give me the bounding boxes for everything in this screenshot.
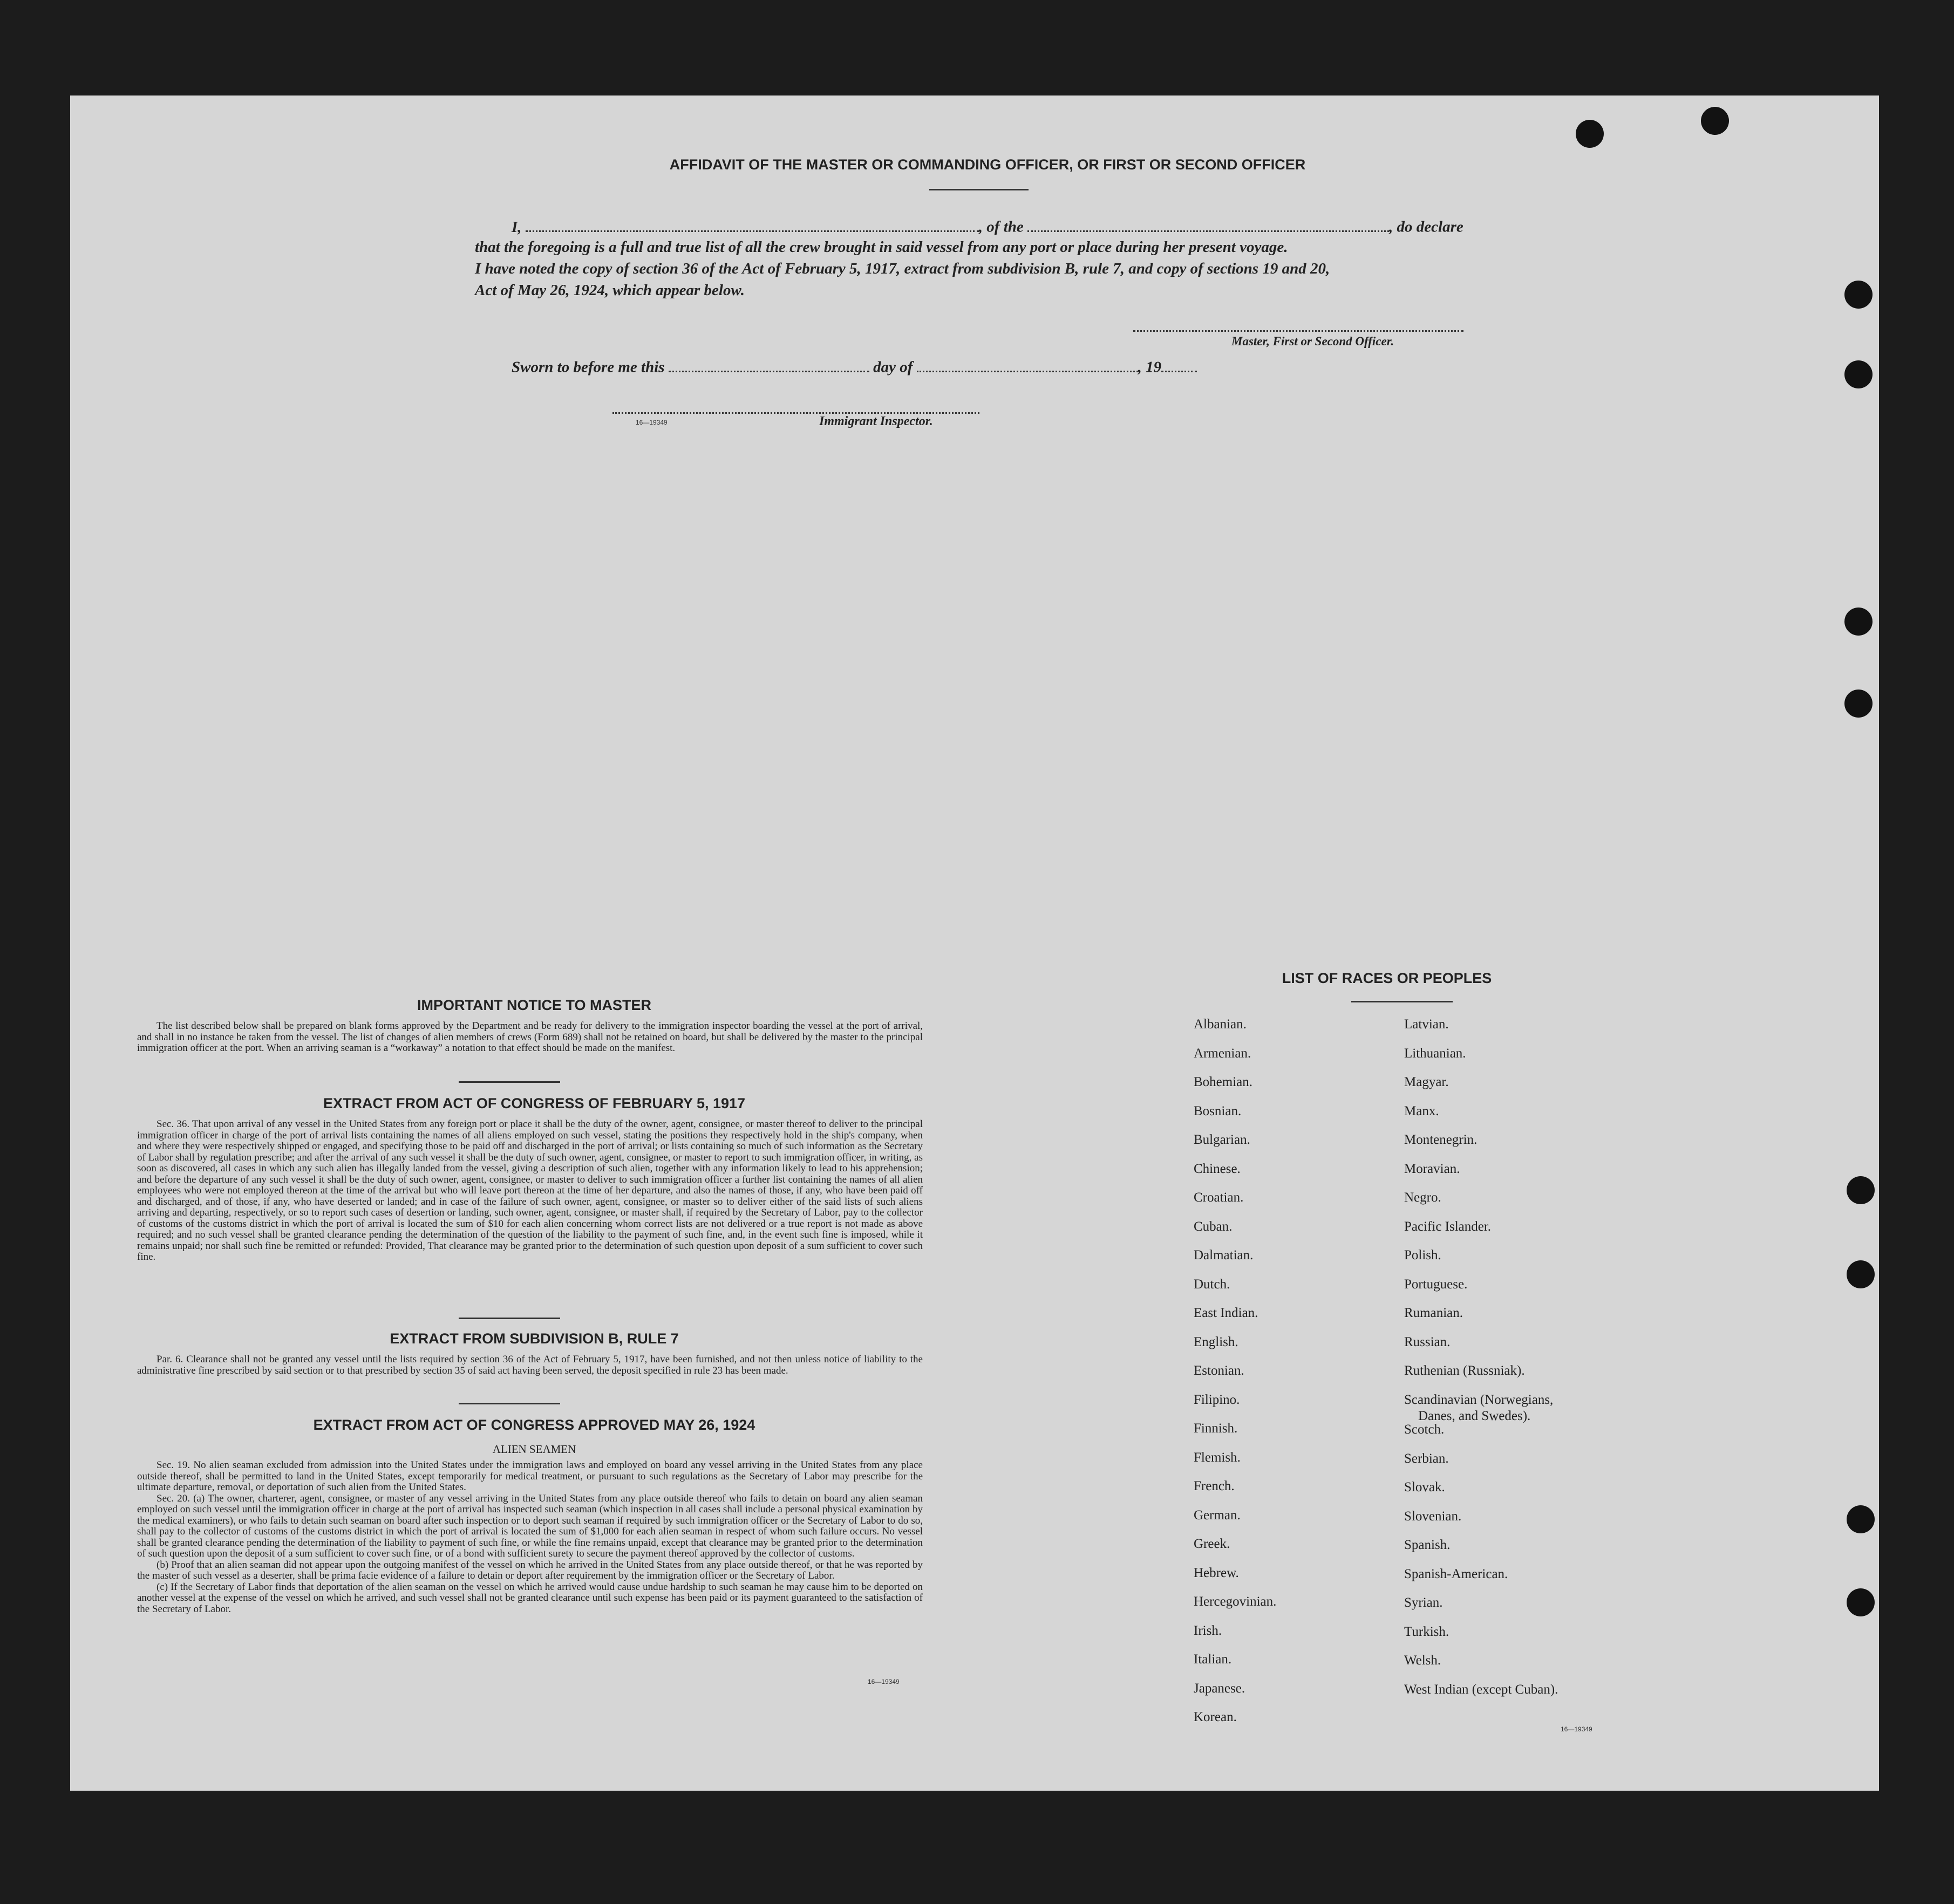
of-the-label: , of the (978, 218, 1024, 236)
sec-20b-paragraph: (b) Proof that an alien seaman did not appear upon the outgoing manifest of the vessel on which he arrived in the United States from any place outside thereof, or that he was reported by the master of such vessel as a deserter, shall be prima facie evidence of a failure to detain or deport after requirement by the immigration officer or the Secretary of Labor. (137, 1559, 923, 1581)
race-item: Polish. (1404, 1248, 1441, 1262)
extract-1924-title: EXTRACT FROM ACT OF CONGRESS APPROVED MAY 26, 1924 (313, 1417, 755, 1433)
race-item: Welsh. (1404, 1653, 1441, 1668)
sworn-label: Sworn to before me this (512, 358, 665, 376)
extract-1917-title: EXTRACT FROM ACT OF CONGRESS OF FEBRUARY 5, 1917 (323, 1095, 746, 1111)
race-item: Italian. (1194, 1652, 1232, 1667)
race-item: Irish. (1194, 1623, 1222, 1638)
race-item: Slovenian. (1404, 1509, 1462, 1524)
race-item: Japanese. (1194, 1681, 1245, 1696)
race-item: Flemish. (1194, 1450, 1241, 1465)
race-item: Armenian. (1194, 1046, 1251, 1061)
inspector-label: Immigrant Inspector. (819, 414, 933, 428)
race-item: Chinese. (1194, 1161, 1241, 1176)
declarant-label: I, (512, 218, 522, 236)
year-prefix: , 19 (1138, 358, 1162, 376)
notice-title: IMPORTANT NOTICE TO MASTER (417, 997, 651, 1013)
race-item: Estonian. (1194, 1363, 1244, 1378)
race-item: French. (1194, 1479, 1235, 1493)
form-number: 16—19349 (636, 419, 668, 426)
race-item: Pacific Islander. (1404, 1219, 1492, 1234)
race-item: Danes, and Swedes). (1418, 1408, 1531, 1423)
sec-20a-paragraph: Sec. 20. (a) The owner, charterer, agent, consignee, or master of any vessel arriving in the United States from any place outside thereof who fails to detain on board any alien seaman employed on such vessel until the immigration officer in charge at the port of arrival has inspected such seaman (which inspection in all cases shall include a personal physical examination by the medical examiners), or who fails to detain such seaman on board after such inspection or to deport such seaman if required by such immigration officer or the Secretary of Labor to do so, shall pay to the collector of customs of the customs district in which the port of arrival is located the sum of $1,000 for each alien seaman in respect of whom such failure occurs. No vessel shall be granted clearance pending the determination of the liability to payment of such fine, or while the fine remains unpaid, except that clearance may be granted prior to the determination of such question upon the deposit of a sum sufficient to cover such fine, or of a bond with sufficient surety to secure the payment thereof approved by the collector of customs. (137, 1492, 923, 1559)
affidavit-line2: that the foregoing is a full and true list of all the crew brought in said vessel from any port or place during her present voyage. (475, 238, 1288, 256)
race-item: Bulgarian. (1194, 1132, 1250, 1147)
race-item: Magyar. (1404, 1075, 1449, 1089)
affidavit-title: AFFIDAVIT OF THE MASTER OR COMMANDING OFFICER, OR FIRST OR SECOND OFFICER (669, 156, 1306, 173)
race-item: East Indian. (1194, 1306, 1258, 1320)
race-item: Scandinavian (Norwegians, (1404, 1392, 1554, 1407)
race-item: Manx. (1404, 1103, 1439, 1118)
race-item: German. (1194, 1507, 1241, 1523)
race-item: Serbian. (1404, 1451, 1449, 1466)
form-number: 16—19349 (868, 1678, 900, 1685)
race-item: Croatian. (1194, 1190, 1244, 1205)
race-item: Portuguese. (1404, 1277, 1468, 1292)
race-item: Ruthenian (Russniak). (1404, 1363, 1525, 1378)
race-item: Albanian. (1194, 1017, 1247, 1032)
sec-36-paragraph: Sec. 36. That upon arrival of any vessel in the United States from any foreign port or place it shall be the duty of the owner, agent, consignee, or master thereof to deliver to the principal immigration officer in charge of the port of arrival lists containing the names of all aliens employed on such vessel, stating the positions they respectively hold in the ship's company, when and where they were respectively shipped or engaged, and specifying those to be paid off and discharged in the port of arrival; or lists containing so much of such information as the Secretary of Labor shall by regulation prescribe; and after the arrival of any such vessel it shall be the duty of such owner, agent, consignee, or master to report to such immigration officer, in writing, as soon as discovered, all cases in which any such alien has illegally landed from the vessel, giving a description of such alien, together with any information likely to lead to his apprehension; and before the departure of any such vessel it shall be the duty of such owner, agent, consignee, or master to deliver to such immigration officer a further list containing the names of all alien employees who were not employed thereon at the time of the arrival but who will leave port thereon at the time of her departure, and also the names of those, if any, who have been paid off and discharged, and of those, if any, who have deserted or landed; and in case of the failure of such owner, agent, consignee, or master so to deliver either of the said lists of such aliens arriving and departing, respectively, or so to report such cases of desertion or landing, such owner, agent, consignee, or master shall, if required by the Secretary of Labor, pay to the collector of customs of the customs district in which the port of arrival is located the sum of $10 for each alien concerning whom correct lists are not delivered or a true report is not made as above required; and no such vessel shall be granted clearance pending the determination of the question of the liability to the payment of such fine, and, in the event such fine is imposed, while it remains unpaid; nor shall such fine be remitted or refunded: Provided, That clearance may be granted prior to the determination of such question upon deposit of a sum sufficient to cover such fine. (137, 1118, 923, 1262)
race-item: Spanish. (1404, 1538, 1451, 1552)
master-signature-label: Master, First or Second Officer. (1231, 335, 1394, 348)
day-of-label: day of (873, 358, 913, 376)
race-item: Dalmatian. (1194, 1248, 1254, 1262)
race-item: Hebrew. (1194, 1565, 1239, 1580)
race-item: Bosnian. (1194, 1103, 1242, 1118)
race-item: Finnish. (1194, 1421, 1238, 1436)
race-item: Bohemian. (1194, 1075, 1253, 1089)
race-item: Slovak. (1404, 1480, 1445, 1494)
race-item: Rumanian. (1404, 1306, 1463, 1320)
race-item: Dutch. (1194, 1277, 1230, 1292)
race-item: Latvian. (1404, 1017, 1449, 1032)
sec-20c-paragraph: (c) If the Secretary of Labor finds that deportation of the alien seaman on the vessel on which he arrived would cause undue hardship to such seaman he may cause him to be deported on another vessel at the expense of the vessel on which he arrived, and such vessel shall not be granted clearance until such expense has been paid or its payment guaranteed to the satisfaction of the Secretary of Labor. (137, 1581, 923, 1615)
race-item: English. (1194, 1334, 1238, 1349)
par-6-paragraph: Par. 6. Clearance shall not be granted any vessel until the lists required by section 36 of the Act of February 5, 1917, have been furnished, and not then unless notice of liability to the administrative fine prescribed by said section or to that prescribed by section 35 of said act having been served, the deposit specified in rule 23 has been made. (137, 1354, 923, 1376)
alien-seamen-subtitle: ALIEN SEAMEN (492, 1443, 576, 1456)
race-item: Negro. (1404, 1190, 1441, 1205)
race-item: Turkish. (1404, 1624, 1449, 1639)
do-declare-label: , do declare (1389, 218, 1463, 236)
notice-paragraph: The list described below shall be prepared on blank forms approved by the Department and be ready for delivery to the immigration inspector boarding the vessel at the port of arrival, and shall in no instance be taken from the vessel. The list of changes of alien members of crews (Form 689) shall not be retained on board, but shall be delivered by the master to the principal immigration officer at the port. When an arriving seaman is a “workaway” a notation to that effect should be made on the manifest. (137, 1020, 923, 1054)
race-item: Hercegovinian. (1194, 1594, 1277, 1609)
race-item: Korean. (1194, 1710, 1237, 1724)
race-item: Russian. (1404, 1334, 1451, 1349)
race-item: Lithuanian. (1404, 1046, 1466, 1061)
sec-19-paragraph: Sec. 19. No alien seaman excluded from admission into the United States under the immigration laws and employed on board any vessel arriving in the United States from any place outside thereof, shall be permitted to land in the United States, except temporarily for medical treatment, or pursuant to such regulations as the Secretary of Labor may prescribe for the ultimate departure, removal, or deportation of such alien from the United States. (137, 1459, 923, 1493)
race-item: Moravian. (1404, 1161, 1460, 1176)
race-item: Montenegrin. (1404, 1132, 1478, 1147)
rule7-title: EXTRACT FROM SUBDIVISION B, RULE 7 (390, 1330, 679, 1347)
affidavit-line4: Act of May 26, 1924, which appear below. (475, 282, 745, 299)
race-item: Greek. (1194, 1537, 1230, 1551)
race-item: Cuban. (1194, 1219, 1233, 1234)
races-title: LIST OF RACES OR PEOPLES (1282, 970, 1492, 986)
affidavit-line3: I have noted the copy of section 36 of the Act of February 5, 1917, extract from subdivision B, rule 7, and copy of sections 19 and 20, (475, 260, 1330, 277)
race-item: Spanish-American. (1404, 1566, 1508, 1581)
race-item: Filipino. (1194, 1392, 1240, 1407)
form-number: 16—19349 (1561, 1725, 1592, 1733)
race-item: Syrian. (1404, 1595, 1443, 1610)
race-item: West Indian (except Cuban). (1404, 1682, 1558, 1697)
race-item: Scotch. (1404, 1422, 1445, 1437)
